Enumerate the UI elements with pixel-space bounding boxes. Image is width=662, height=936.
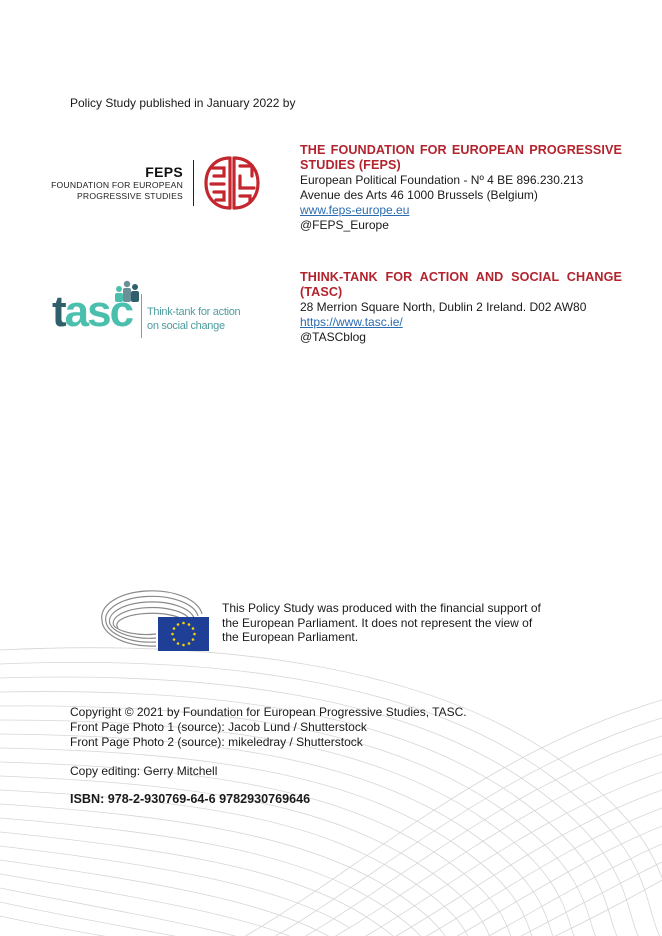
tasc-logo <box>52 280 262 346</box>
photo-credit-2: Front Page Photo 2 (source): mikeledray / Shutterstock <box>70 735 363 749</box>
tasc-logo-divider <box>141 294 142 338</box>
tasc-address-line1: 28 Merrion Square North, Dublin 2 Ireland. D02 AW80 <box>300 300 587 314</box>
feps-social-handle: @FEPS_Europe <box>300 218 389 232</box>
feps-logo <box>30 152 266 214</box>
feps-name: THE FOUNDATION FOR EUROPEAN PROGRESSIVE STUDIES (FEPS) <box>300 143 622 172</box>
tasc-website-link[interactable]: https://www.tasc.ie/ <box>300 315 403 329</box>
feps-logo-full-line2: PROGRESSIVE STUDIES <box>77 191 183 201</box>
tasc-tagline-line1: Think-tank for action <box>147 306 241 318</box>
tasc-name: THINK-TANK FOR ACTION AND SOCIAL CHANGE (TASC) <box>300 270 622 299</box>
tasc-social-handle: @TASCblog <box>300 330 366 344</box>
feps-logo-abbr: FEPS <box>145 164 183 180</box>
tasc-details <box>300 270 622 345</box>
tasc-wordmark-t: t <box>52 287 65 336</box>
published-by-line: Policy Study published in January 2022 by <box>70 96 296 110</box>
feps-address-line1: European Political Foundation - Nº 4 BE 896.230.213 <box>300 173 584 187</box>
feps-brain-icon <box>202 154 262 212</box>
tasc-tagline-line2: on social change <box>147 320 225 332</box>
isbn-line: ISBN: 978-2-930769-64-6 9782930769646 <box>70 792 311 806</box>
copy-editing-line: Copy editing: Gerry Mitchell <box>70 764 218 778</box>
photo-credit-1: Front Page Photo 1 (source): Jacob Lund / Shutterstock <box>70 720 367 734</box>
european-parliament-logo <box>98 590 210 652</box>
tasc-tagline <box>147 305 240 333</box>
tasc-wordmark-asc: asc <box>64 287 133 336</box>
ep-disclaimer: This Policy Study was produced with the financial support of the European Parliament. It does not represent the view of the European Parliament. <box>222 601 541 644</box>
credits-block <box>70 705 467 750</box>
feps-website-link[interactable]: www.feps-europe.eu <box>300 203 410 217</box>
feps-logo-full-line1: FOUNDATION FOR EUROPEAN <box>51 180 183 190</box>
feps-address-line2: Avenue des Arts 46 1000 Brussels (Belgium) <box>300 188 538 202</box>
tasc-wordmark <box>52 287 133 336</box>
feps-details <box>300 143 622 233</box>
feps-logo-text <box>51 164 183 202</box>
copyright-line: Copyright © 2021 by Foundation for European Progressive Studies, TASC. <box>70 705 467 719</box>
feps-logo-divider <box>193 160 194 206</box>
